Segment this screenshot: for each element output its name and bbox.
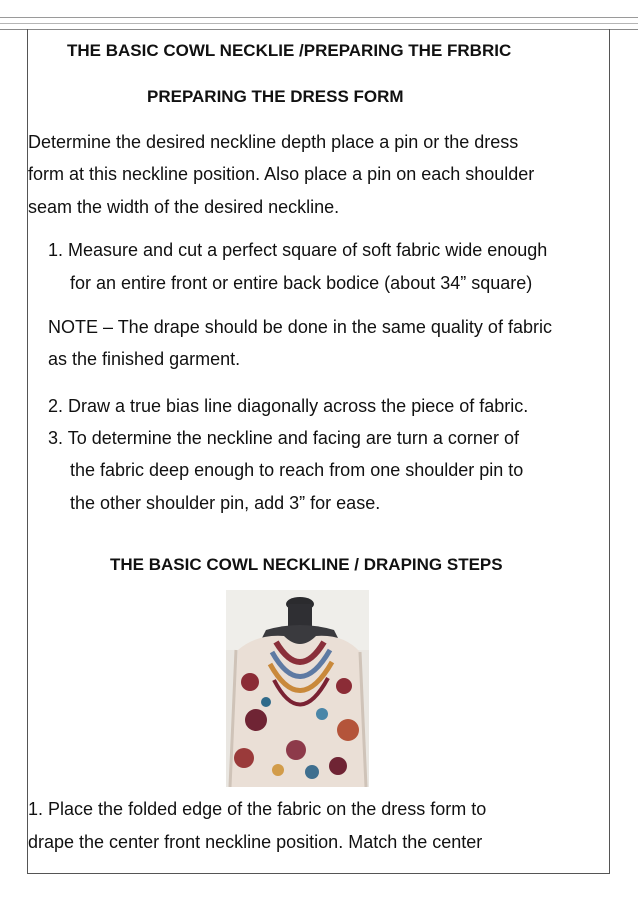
paragraph-line: drape the center front neckline position. Match the center	[28, 832, 483, 852]
top-rule	[0, 17, 638, 18]
paragraph-line: form at this neckline position. Also place a pin on each shoulder	[28, 164, 535, 184]
section-heading: THE BASIC COWL NECKLINE / DRAPING STEPS	[110, 555, 503, 574]
list-item: 1. Measure and cut a perfect square of soft fabric wide enough	[48, 240, 548, 260]
list-item-continuation: the fabric deep enough to reach from one shoulder pin to	[70, 460, 524, 480]
paragraph-line: 1. Place the folded edge of the fabric on the dress form to	[28, 799, 487, 819]
note-line: NOTE – The drape should be done in the same quality of fabric	[48, 317, 552, 337]
list-item: 2. Draw a true bias line diagonally across the piece of fabric.	[48, 396, 529, 416]
dress-form-cowl-drape-icon	[226, 590, 369, 787]
paragraph-line: Determine the desired neckline depth place a pin or the dress	[28, 132, 519, 152]
note-line: as the finished garment.	[48, 349, 241, 369]
section-heading: THE BASIC COWL NECKLIE /PREPARING THE FRBRIC	[67, 41, 512, 60]
list-item: 3. To determine the neckline and facing are turn a corner of	[48, 428, 519, 448]
paragraph-line: seam the width of the desired neckline.	[28, 197, 340, 217]
dress-form-photo	[226, 590, 369, 787]
subsection-heading: PREPARING THE DRESS FORM	[147, 87, 404, 106]
list-item-continuation: the other shoulder pin, add 3” for ease.	[70, 493, 381, 513]
list-item-continuation: for an entire front or entire back bodice (about 34” square)	[70, 273, 533, 293]
top-rule	[0, 23, 638, 24]
